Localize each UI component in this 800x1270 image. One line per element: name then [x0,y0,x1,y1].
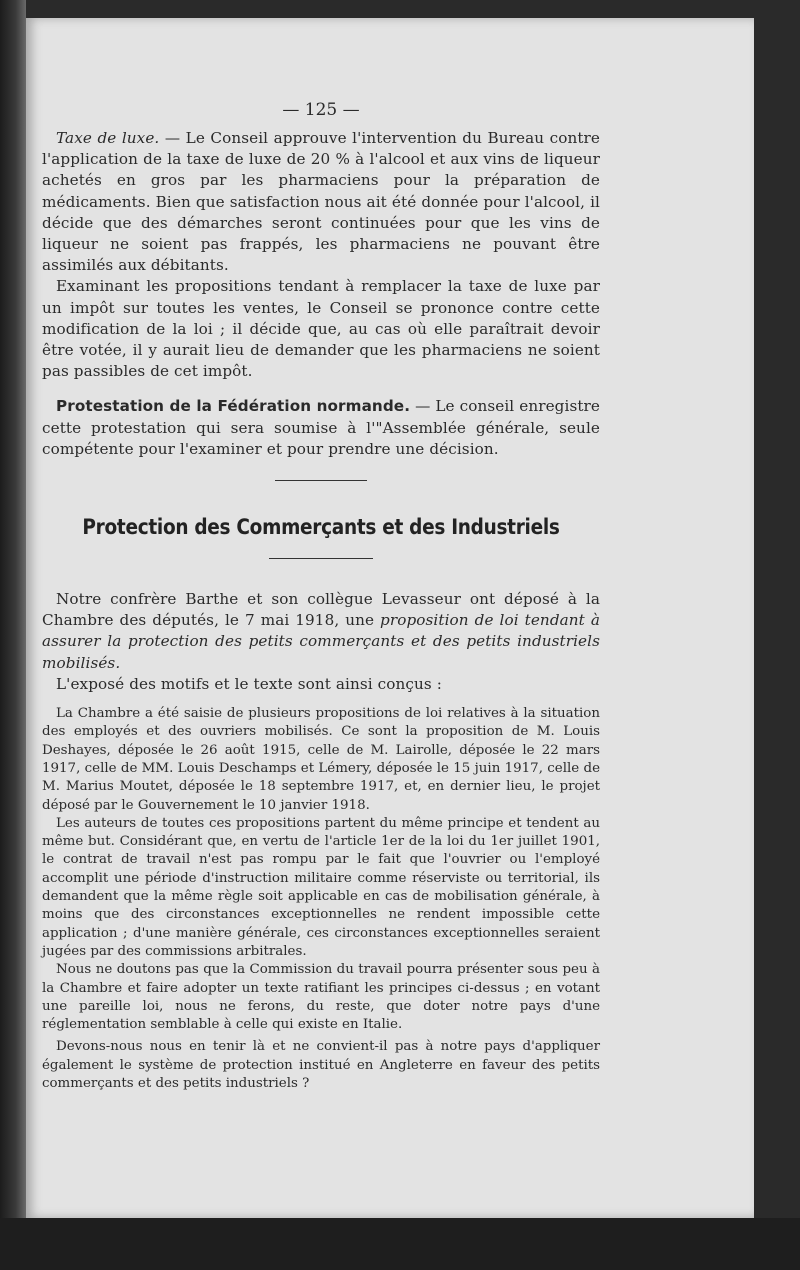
section-intro [42,589,600,674]
divider [269,558,373,559]
paragraph-impot: Examinant les propositions tendant à remplacer la taxe de luxe par un impôt sur toutes les ventes, le Conseil se prononce contre cette modification de la loi ; il décide que, au cas où elle paraîtrait devoir être votée, il y aurait lieu de demander que les pharmaciens ne soient pas passibles de cet impôt. [42,277,600,381]
page-number: — 125 — [282,100,360,120]
quote-paragraph: Devons-nous nous en tenir là et ne convient-il pas à notre pays d'appliquer également le système de protection institué en Angleterre en faveur des petits commerçants et des petits industriels ? [42,1039,600,1091]
intro-italic-text: proposition de loi tendant à assurer la protection des petits commerçants et des petits industriels mobilisés. [42,611,600,672]
intro-text: Notre confrère Barthe et son collègue Levasseur ont déposé à la Chambre des députés, le 7 mai 1918, une [42,590,600,630]
paragraph-lead: Protestation de la Fédération normande. [56,397,411,416]
paragraph-lead: Taxe de luxe. [56,129,160,147]
quote-paragraph: Les auteurs de toutes ces propositions partent du même principe et tendent au même but. Considérant que, en vertu de l'article 1er de la loi du 1er juillet 1901, le contrat de travail n'est pas rompu par le fait que l'ouvrier ou l'employé accomplit une période d'instruction militaire comme réserviste ou territorial, ils demandent que la même règle soit applicable en cas de mobilisation générale, à moins que des circonstances exceptionnelles ne rendent impossible cette application ; d'une manière générale, ces circonstances exceptionnelles seraient jugées par des commissions arbitrales. [42,815,600,959]
paragraph-taxe-de-luxe [42,128,600,276]
paragraph-body: — Le conseil enregistre cette protestation qui sera soumise à l'"Assemblée générale, seule compétente pour l'examiner et pour prendre une décision. [42,397,600,458]
section-intro-2: L'exposé des motifs et le texte sont ainsi conçus : [56,674,442,693]
quote-paragraph: Nous ne doutons pas que la Commission du travail pourra présenter sous peu à la Chambre et faire adopter un texte ratifiant les principes ci-dessus ; en votant une pareille loi, nous ne ferons, du reste, que doter notre pays d'une réglementation semblable à celle qui existe en Italie. [42,962,600,1033]
section-title: Protection des Commerçants et des Industriels [82,515,560,540]
paragraph-body: — Le Conseil approuve l'intervention du Bureau contre l'application de la taxe de luxe de 20 % à l'alcool et aux vins de liqueur achetés en gros par les pharmaciens pour la préparation de médicaments. Bien que satisfaction nous ait été donnée pour l'alcool, il décide que des démarches seront continuées pour que les vins de liqueur ne soient pas frappés, les pharmaciens ne pouvant être assimilés aux débitants. [42,129,600,275]
divider [275,480,367,481]
page-content [42,100,600,1093]
scan-background [0,1218,800,1270]
book-spine-edge [0,0,26,1270]
quote-paragraph: La Chambre a été saisie de plusieurs propositions de loi relatives à la situation des employés et des ouvriers mobilisés. Ce sont la proposition de M. Louis Deshayes, déposée le 26 août 1915, celle de M. Lairolle, déposée le 22 mars 1917, celle de MM. Louis Deschamps et Lémery, déposée le 15 juin 1917, celle de M. Marius Moutet, déposée le 18 septembre 1917, et, en dernier lieu, le projet déposé par le Gouvernement le 10 janvier 1918. [42,706,600,813]
paragraph-protestation [42,396,600,460]
